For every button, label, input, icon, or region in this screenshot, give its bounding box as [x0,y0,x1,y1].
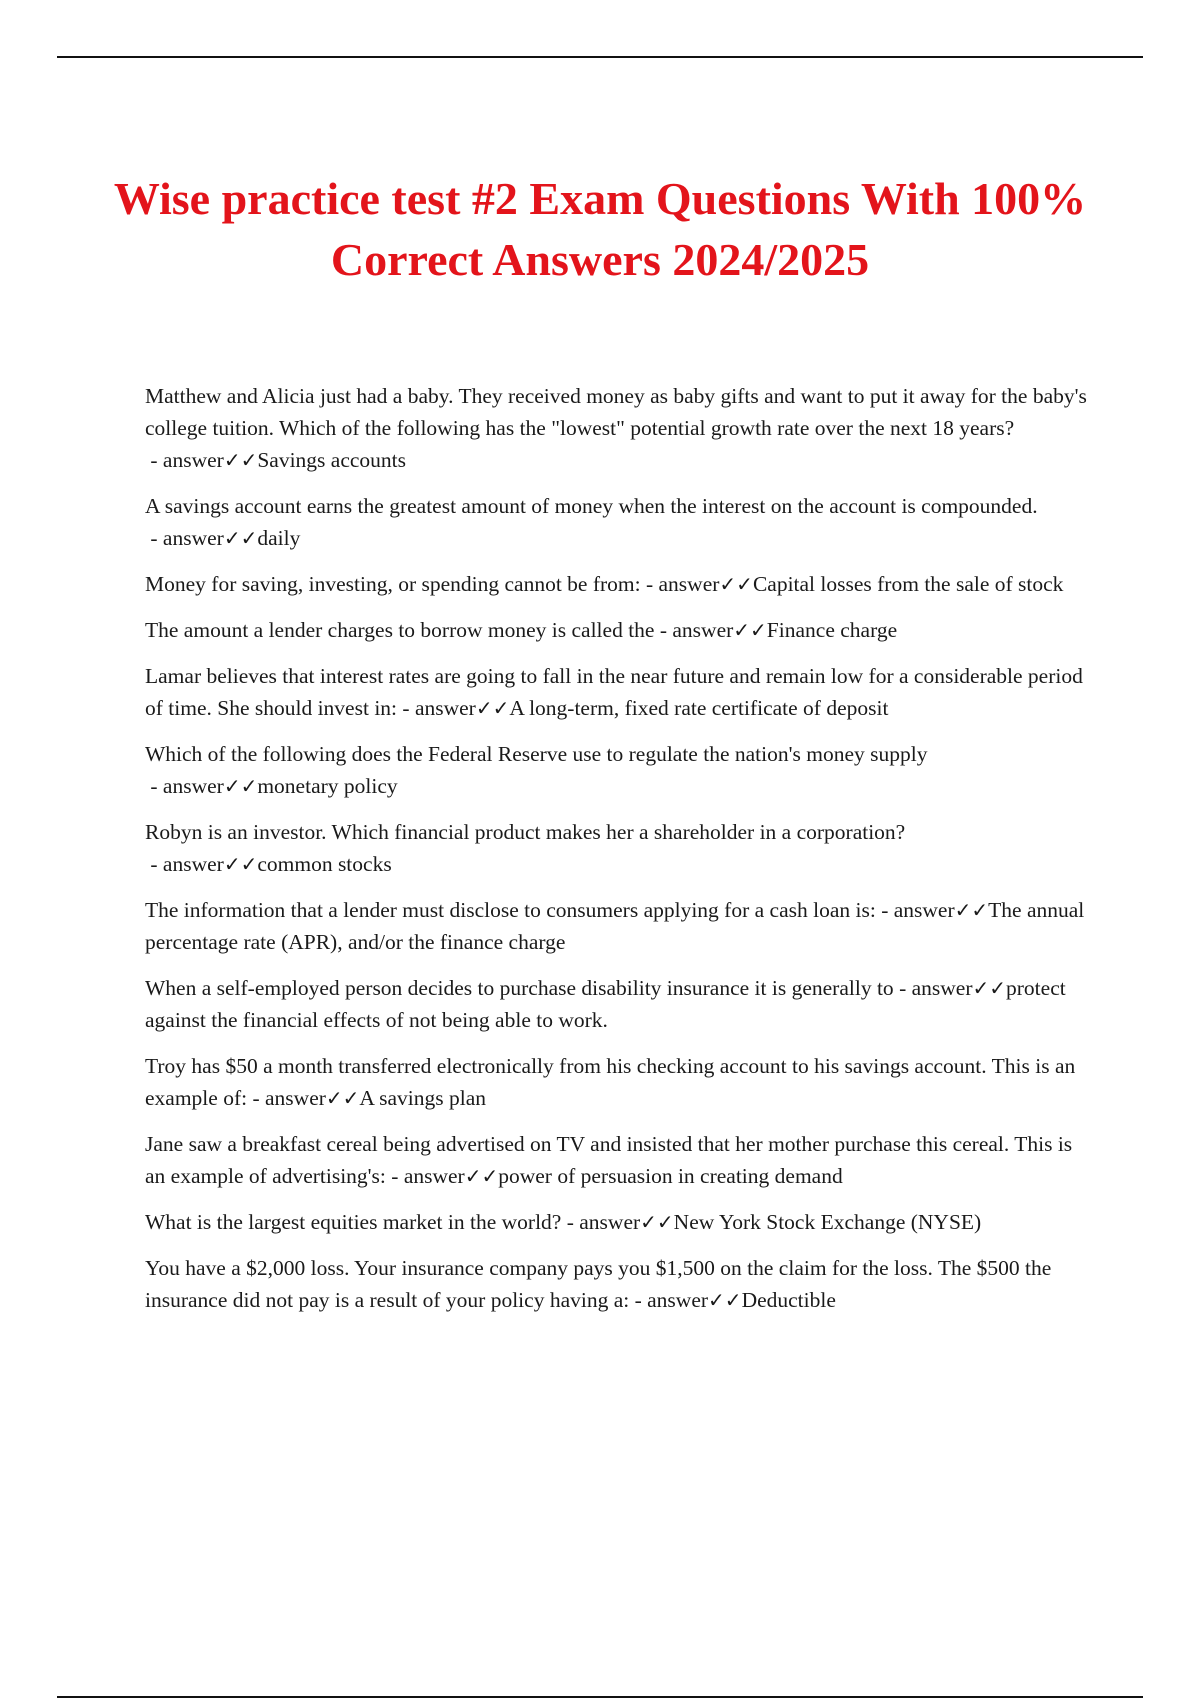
qa-item [145,738,1090,802]
qa-item [145,816,1090,880]
qa-item [145,490,1090,554]
question-text: You have a $2,000 loss. Your insurance company pays you $1,500 on the claim for the loss. The $500 the insurance did not pay is a result of your policy having a: [145,1256,1052,1312]
qa-item [145,614,1090,646]
answer-separator: - answer [145,448,224,472]
double-check-icon: ✓✓ [733,618,767,642]
answer-separator: - answer [145,526,224,550]
answer-text: daily [257,526,301,550]
double-check-icon: ✓✓ [972,976,1007,1000]
qa-item [145,894,1090,958]
question-text: When a self-employed person decides to purchase disability insurance it is generally to [145,976,894,1000]
answer-text: The annual percentage rate (APR), and/or the finance charge [145,898,1085,954]
bottom-divider [57,1696,1143,1698]
answer-separator: - answer [893,976,973,1000]
answer-separator: - answer [875,898,955,922]
answer-separator: - answer [385,1164,465,1188]
qa-item [145,1252,1090,1316]
answer-text: Deductible [741,1288,836,1312]
question-text: The information that a lender must disclose to consumers applying for a cash loan is: [145,898,876,922]
answer-text: A savings plan [359,1086,487,1110]
double-check-icon: ✓✓ [475,696,510,720]
double-check-icon: ✓✓ [719,572,753,596]
question-text: Jane saw a breakfast cereal being advertised on TV and insisted that her mother purchase this cereal. This is an example of advertising's: [145,1132,1073,1188]
question-answer-list [145,380,1090,1330]
answer-text: common stocks [257,852,392,876]
top-divider [57,56,1143,58]
answer-separator: - answer [145,852,224,876]
question-text: A savings account earns the greatest amount of money when the interest on the account is compounded. [145,494,1038,518]
double-check-icon: ✓✓ [223,774,258,798]
answer-text: New York Stock Exchange (NYSE) [673,1210,982,1234]
question-text: Money for saving, investing, or spending cannot be from: [145,572,641,596]
qa-item [145,380,1090,476]
qa-item [145,660,1090,724]
qa-item [145,1206,1090,1238]
question-text: Troy has $50 a month transferred electronically from his checking account to his savings account. This is an example of: [145,1054,1076,1110]
question-text: What is the largest equities market in the world? [145,1210,562,1234]
answer-separator: - answer [397,696,476,720]
answer-text: Capital losses from the sale of stock [752,572,1064,596]
answer-separator: - answer [654,618,734,642]
question-text: Matthew and Alicia just had a baby. They received money as baby gifts and want to put it away for the baby's college tuition. Which of the following has the "lowest" potential growth rate over the next 18 years? [145,384,1087,440]
answer-text: Savings accounts [257,448,407,472]
document-title: Wise practice test #2 Exam Questions With 100% Correct Answers 2024/2025 [113,173,1087,285]
answer-separator: - answer [247,1086,326,1110]
double-check-icon: ✓✓ [464,1164,499,1188]
double-check-icon: ✓✓ [640,1210,674,1234]
double-check-icon: ✓✓ [708,1288,742,1312]
double-check-icon: ✓✓ [223,526,258,550]
answer-separator: - answer [640,572,720,596]
double-check-icon: ✓✓ [325,1086,360,1110]
answer-separator: - answer [561,1210,641,1234]
question-text: Robyn is an investor. Which financial product makes her a shareholder in a corporation? [145,820,906,844]
answer-separator: - answer [145,774,224,798]
question-text: The amount a lender charges to borrow money is called the [145,618,655,642]
double-check-icon: ✓✓ [223,852,258,876]
answer-separator: - answer [629,1288,709,1312]
double-check-icon: ✓✓ [954,898,989,922]
question-text: Lamar believes that interest rates are going to fall in the near future and remain low for a considerable period of time. She should invest in: [145,664,1083,720]
qa-item [145,1050,1090,1114]
double-check-icon: ✓✓ [223,448,258,472]
qa-item [145,568,1090,600]
qa-item [145,972,1090,1036]
answer-text: monetary policy [257,774,398,798]
qa-item [145,1128,1090,1192]
answer-text: A long-term, fixed rate certificate of deposit [509,696,889,720]
answer-text: protect against the financial effects of not being able to work. [145,976,1066,1032]
answer-text: Finance charge [766,618,898,642]
answer-text: power of persuasion in creating demand [498,1164,843,1188]
question-text: Which of the following does the Federal Reserve use to regulate the nation's money supply [145,742,928,766]
